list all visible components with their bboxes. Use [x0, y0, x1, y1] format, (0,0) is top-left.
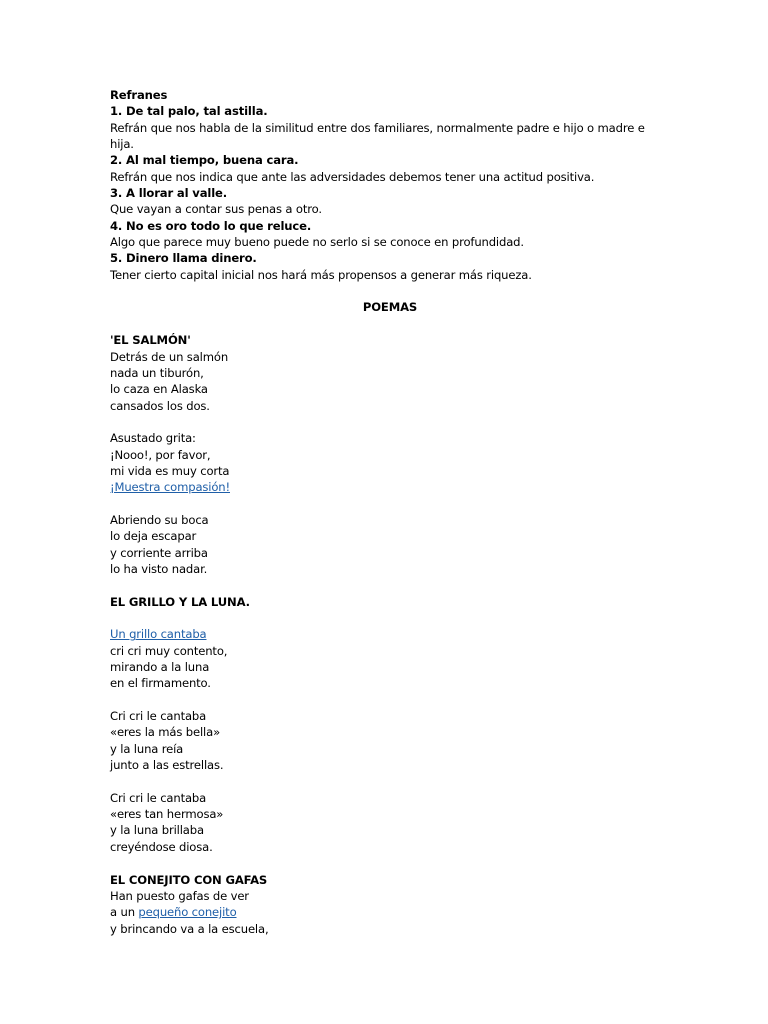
document-page	[110, 87, 670, 937]
refran-2-text: Refrán que nos indica que ante las adversidades debemos tener una actitud positiva.	[110, 169, 595, 184]
refran-4-text: Algo que parece muy bueno puede no serlo si se conoce en profundidad.	[110, 235, 524, 250]
poem-line: y corriente arriba	[110, 545, 208, 560]
poem-line: nada un tiburón,	[110, 365, 204, 380]
poem-line: y brincando va a la escuela,	[110, 921, 269, 936]
spacer	[110, 577, 670, 593]
spacer	[110, 283, 670, 299]
poem-line: ¡Nooo!, por favor,	[110, 447, 211, 462]
poem-line: Han puesto gafas de ver	[110, 888, 249, 903]
poem-title-conejito: EL CONEJITO CON GAFAS	[110, 872, 268, 887]
spacer	[110, 496, 670, 512]
poem-line: lo caza en Alaska	[110, 382, 208, 397]
poem-line-prefix: a un	[110, 905, 139, 920]
poem-title-salmon: 'EL SALMÓN'	[110, 333, 191, 348]
refran-5-text: Tener cierto capital inicial nos hará más propensos a generar más riqueza.	[110, 267, 532, 282]
poem-line: Cri cri le cantaba	[110, 790, 207, 805]
poem-line: lo ha visto nadar.	[110, 561, 208, 576]
refran-1-title: 1. De tal palo, tal astilla.	[110, 104, 268, 119]
poem-line: y la luna brillaba	[110, 823, 204, 838]
poem-el-grillo	[110, 594, 670, 856]
poemas-heading: POEMAS	[362, 300, 418, 315]
spacer	[110, 610, 670, 626]
spacer	[110, 316, 670, 332]
poem-line: creyéndose diosa.	[110, 839, 213, 854]
poem-line: lo deja escapar	[110, 529, 197, 544]
poem-line: Asustado grita:	[110, 431, 196, 446]
refranes-title: Refranes	[110, 88, 168, 102]
refran-2-title: 2. Al mal tiempo, buena cara.	[110, 153, 299, 168]
poem-line: cri cri muy contento,	[110, 643, 228, 658]
poem-title-grillo: EL GRILLO Y LA LUNA.	[110, 594, 250, 609]
refran-4-title: 4. No es oro todo lo que reluce.	[110, 218, 312, 233]
refran-3-text: Que vayan a contar sus penas a otro.	[110, 202, 322, 217]
poem-line: junto a las estrellas.	[110, 758, 224, 773]
pequeno-conejito-link[interactable]: pequeño conejito	[138, 905, 237, 920]
poem-line: en el firmamento.	[110, 676, 211, 691]
refranes-section	[110, 87, 670, 283]
poem-line: «eres la más bella»	[110, 725, 221, 740]
refran-5-title: 5. Dinero llama dinero.	[110, 251, 257, 266]
poem-el-salmon	[110, 332, 670, 577]
poem-line: mi vida es muy corta	[110, 463, 230, 478]
muestra-compasion-link[interactable]: ¡Muestra compasión!	[110, 480, 230, 495]
spacer	[110, 414, 670, 430]
spacer	[110, 692, 670, 708]
poem-line-with-link	[110, 904, 670, 920]
poem-line: «eres tan hermosa»	[110, 807, 224, 822]
spacer	[110, 855, 670, 871]
un-grillo-cantaba-link[interactable]: Un grillo cantaba	[110, 627, 207, 642]
spacer	[110, 773, 670, 789]
poem-line: mirando a la luna	[110, 660, 210, 675]
poem-line: Cri cri le cantaba	[110, 709, 207, 724]
refran-1-text: Refrán que nos habla de la similitud entre dos familiares, normalmente padre e hijo o madre e hija.	[110, 120, 645, 152]
poem-line: Detrás de un salmón	[110, 349, 229, 364]
refran-3-title: 3. A llorar al valle.	[110, 186, 228, 201]
poem-el-conejito	[110, 872, 670, 937]
poem-line: Abriendo su boca	[110, 512, 209, 527]
poem-line: y la luna reía	[110, 741, 184, 756]
poem-line: cansados los dos.	[110, 398, 210, 413]
